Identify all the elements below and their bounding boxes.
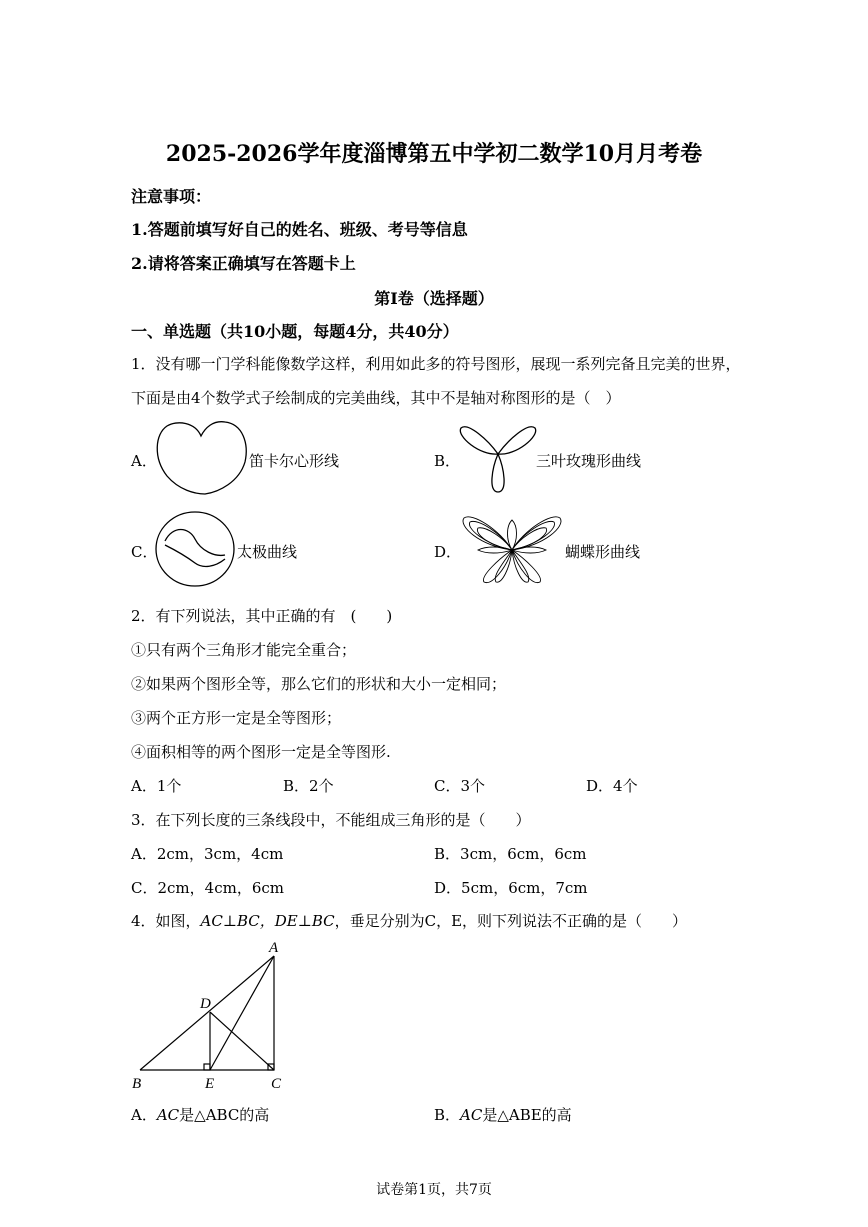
q2-statement-1: ①只有两个三角形才能完全重合； <box>131 641 357 659</box>
q2-option-a: A．1个 <box>131 777 182 795</box>
q2-option-d: D．4个 <box>586 777 638 795</box>
q1-option-c-letter: C． <box>131 543 158 561</box>
q4-option-a-letter: A． <box>131 1106 157 1124</box>
q4-option-b-text: 是△ABE的高 <box>482 1106 572 1124</box>
q3-option-d: D．5cm，6cm，7cm <box>434 879 588 897</box>
q2-statement-4: ④面积相等的两个图形一定是全等图形. <box>131 743 391 761</box>
q4-option-a-expr: AC <box>156 1106 180 1124</box>
q4-condition: AC⊥BC，DE⊥BC <box>200 912 335 930</box>
q4-stem <box>131 910 687 931</box>
notice-item-2: 2.请将答案正确填写在答题卡上 <box>131 254 356 273</box>
q4-triangle-figure <box>128 938 288 1092</box>
q1-option-a-letter: A． <box>131 452 157 470</box>
label-b: B <box>132 1076 142 1092</box>
q4-option-a-text: 是△ABC的高 <box>179 1106 270 1124</box>
q1-option-d-letter: D． <box>434 543 462 561</box>
q2-statement-2: ②如果两个图形全等，那么它们的形状和大小一定相同； <box>131 675 507 693</box>
q4-option-b-expr: AC <box>460 1106 483 1124</box>
q1-option-b-label: 三叶玫瑰形曲线 <box>536 452 642 470</box>
label-d: D <box>200 996 211 1012</box>
butterfly-curve-icon <box>460 510 564 586</box>
q3-option-c: C．2cm，4cm，6cm <box>131 879 284 897</box>
q1-option-a-label: 笛卡尔心形线 <box>249 452 340 470</box>
q4-stem-suffix: ，垂足分别为C，E，则下列说法不正确的是（ ） <box>334 912 688 930</box>
cardioid-curve-icon <box>155 418 247 496</box>
label-c: C <box>271 1076 282 1092</box>
q2-option-c: C．3个 <box>434 777 486 795</box>
q3-option-b: B．3cm，6cm，6cm <box>434 845 587 863</box>
q1-stem-line2: 下面是由4个数学式子绘制成的完美曲线，其中不是轴对称图形的是（ ） <box>131 389 621 407</box>
q4-option-b <box>434 1104 572 1125</box>
label-a: A <box>269 940 279 956</box>
q4-option-b-letter: B． <box>434 1106 461 1124</box>
section-title: 第I卷（选择题） <box>374 289 494 308</box>
notice-item-1: 1.答题前填写好自己的姓名、班级、考号等信息 <box>131 220 468 239</box>
segment-dc <box>210 1012 274 1070</box>
q4-option-a <box>131 1104 269 1125</box>
three-leaf-rose-curve-icon <box>458 420 538 494</box>
q3-option-a: A．2cm，3cm，4cm <box>131 845 284 863</box>
q4-stem-prefix: 4．如图， <box>131 912 201 930</box>
label-e: E <box>205 1076 215 1092</box>
q1-option-c-label: 太极曲线 <box>237 543 298 561</box>
notice-heading: 注意事项： <box>131 187 212 206</box>
q1-option-b-letter: B． <box>434 452 461 470</box>
right-angle-e-mark <box>204 1064 210 1070</box>
q1-stem-line1: 1．没有哪一门学科能像数学这样，利用如此多的符号图形，展现一系列完备且完美的世界， <box>131 355 741 373</box>
q2-statement-3: ③两个正方形一定是全等图形； <box>131 709 342 727</box>
segment-ea <box>210 956 274 1070</box>
q2-stem: 2．有下列说法，其中正确的有 ( ) <box>131 607 393 625</box>
q1-option-d-label: 蝴蝶形曲线 <box>565 543 641 561</box>
exam-title: 2025-2026学年度淄博第五中学初二数学10月月考卷 <box>165 141 703 167</box>
page-footer: 试卷第1页，共7页 <box>376 1182 492 1198</box>
segment-ba <box>140 956 274 1070</box>
q2-option-b: B．2个 <box>283 777 334 795</box>
taiji-curve-icon <box>155 511 235 587</box>
part-title: 一、单选题（共10小题，每题4分，共40分） <box>131 322 459 341</box>
q3-stem: 3．在下列长度的三条线段中，不能组成三角形的是（ ） <box>131 811 531 829</box>
